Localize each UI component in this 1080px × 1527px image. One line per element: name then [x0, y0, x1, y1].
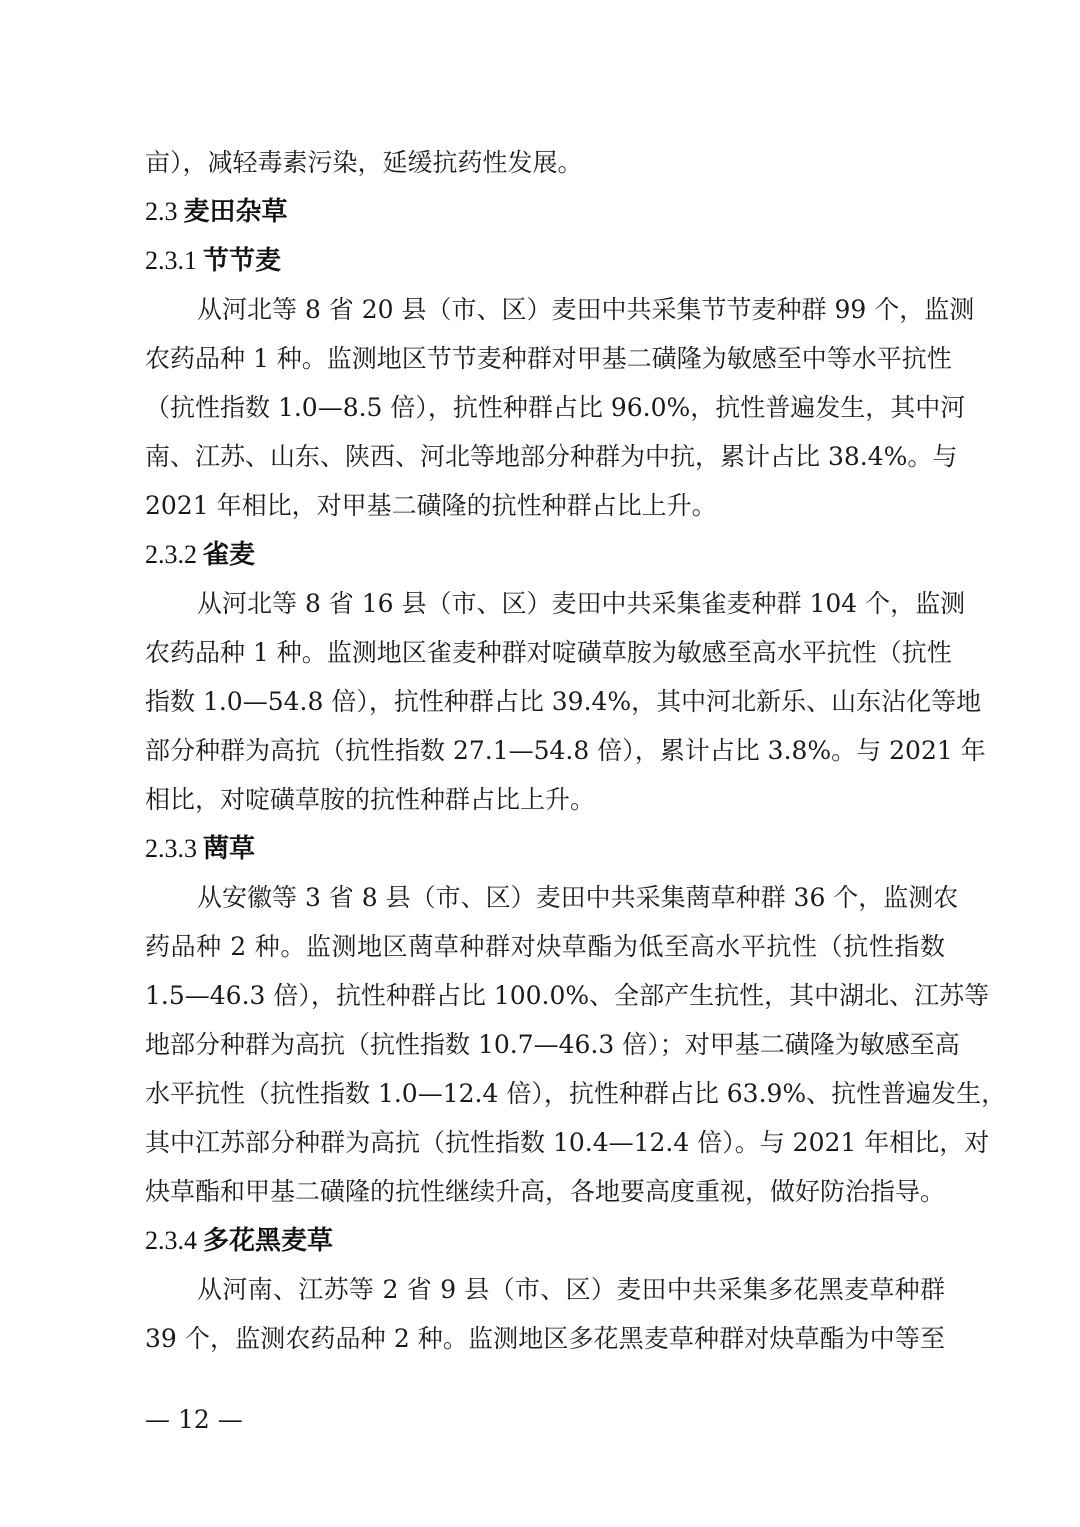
heading-number: 2.3.3	[145, 834, 197, 863]
paragraph-line: 亩），减轻毒素污染，延缓抗药性发展。	[145, 148, 583, 177]
section-heading-2-3	[145, 187, 945, 236]
paragraph-line: 地部分种群为高抗（抗性指数 10.7—46.3 倍）；对甲基二磺隆为敏感至高	[145, 1030, 960, 1059]
section-heading-2-3-1	[145, 236, 945, 285]
paragraph-line: 相比，对啶磺草胺的抗性种群占比上升。	[145, 785, 596, 814]
section-heading-2-3-3	[145, 824, 945, 873]
paragraph-line: （抗性指数 1.0—8.5 倍），抗性种群占比 96.0%，抗性普遍发生，其中河	[145, 393, 966, 422]
heading-title: 雀麦	[203, 540, 256, 570]
heading-number: 2.3.4	[145, 1226, 197, 1255]
heading-title: 菵草	[203, 834, 256, 864]
heading-title: 麦田杂草	[183, 197, 288, 227]
section-heading-2-3-4	[145, 1216, 945, 1265]
paragraph-line: 药品种 2 种。监测地区菵草种群对炔草酯为低至高水平抗性（抗性指数	[145, 932, 945, 961]
paragraph-line: 1.5—46.3 倍），抗性种群占比 100.0%、全部产生抗性，其中湖北、江苏等	[145, 981, 990, 1010]
heading-number: 2.3.1	[145, 246, 197, 275]
paragraph-line: 从河北等 8 省 20 县（市、区）麦田中共采集节节麦种群 99 个，监测	[197, 295, 975, 324]
page-number: — 12 —	[145, 1405, 243, 1434]
paragraph-line: 指数 1.0—54.8 倍），抗性种群占比 39.4%，其中河北新乐、山东沾化等地	[145, 687, 982, 716]
paragraph-line: 农药品种 1 种。监测地区节节麦种群对甲基二磺隆为敏感至中等水平抗性	[145, 344, 952, 373]
heading-number: 2.3	[145, 197, 178, 226]
paragraph-line: 水平抗性（抗性指数 1.0—12.4 倍），抗性种群占比 63.9%、抗性普遍发生，	[145, 1079, 1007, 1108]
paragraph-line: 从河北等 8 省 16 县（市、区）麦田中共采集雀麦种群 104 个，监测	[197, 589, 966, 618]
paragraph-line: 南、江苏、山东、陕西、河北等地部分种群为中抗，累计占比 38.4%。与	[145, 442, 958, 471]
paragraph-line: 其中江苏部分种群为高抗（抗性指数 10.4—12.4 倍）。与 2021 年相比，对	[145, 1128, 990, 1157]
heading-number: 2.3.2	[145, 540, 197, 569]
paragraph-line: 炔草酯和甲基二磺隆的抗性继续升高，各地要高度重视，做好防治指导。	[145, 1177, 946, 1206]
paragraph-line: 从安徽等 3 省 8 县（市、区）麦田中共采集菵草种群 36 个，监测农	[197, 883, 959, 912]
paragraph-line: 2021 年相比，对甲基二磺隆的抗性种群占比上升。	[145, 491, 717, 520]
paragraph-line: 部分种群为高抗（抗性指数 27.1—54.8 倍），累计占比 3.8%。与 2021 年	[145, 736, 986, 765]
paragraph-line: 农药品种 1 种。监测地区雀麦种群对啶磺草胺为敏感至高水平抗性（抗性	[145, 638, 952, 667]
heading-title: 多花黑麦草	[203, 1226, 334, 1256]
heading-title: 节节麦	[203, 246, 282, 276]
paragraph-line: 从河南、江苏等 2 省 9 县（市、区）麦田中共采集多花黑麦草种群	[197, 1275, 945, 1304]
paragraph-line: 39 个，监测农药品种 2 种。监测地区多花黑麦草种群对炔草酯为中等至	[145, 1324, 945, 1353]
section-heading-2-3-2	[145, 530, 945, 579]
